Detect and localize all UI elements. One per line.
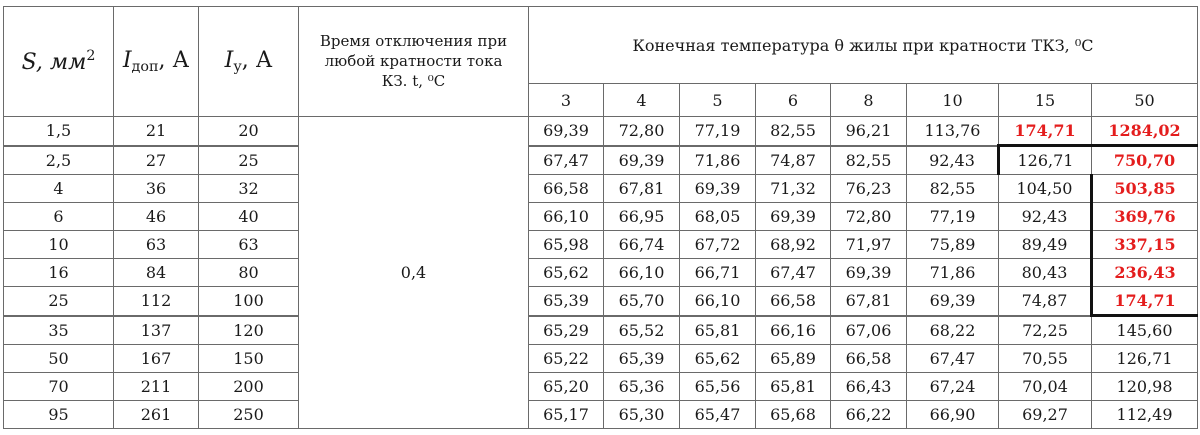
cell-temperature: 65,20 — [529, 373, 604, 401]
cell-temperature: 66,22 — [831, 401, 907, 429]
idop-unit: , А — [158, 48, 190, 73]
cell-temperature: 65,81 — [756, 373, 831, 401]
cell-setting-current: 150 — [199, 345, 299, 373]
cell-temperature: 750,70 — [1092, 146, 1198, 175]
cell-allowed-current: 27 — [114, 146, 199, 175]
cell-temperature: 503,85 — [1092, 175, 1198, 203]
table-row — [4, 401, 1198, 429]
cell-allowed-current: 63 — [114, 231, 199, 259]
cell-allowed-current: 167 — [114, 345, 199, 373]
cell-temperature: 69,39 — [831, 259, 907, 287]
cell-cross-section: 1,5 — [4, 117, 114, 146]
cell-temperature: 66,74 — [604, 231, 680, 259]
header-multiple-cell: 50 — [1092, 84, 1198, 117]
cell-temperature: 66,58 — [529, 175, 604, 203]
cell-cross-section: 2,5 — [4, 146, 114, 175]
cell-temperature: 82,55 — [756, 117, 831, 146]
cell-temperature: 80,43 — [999, 259, 1092, 287]
cell-temperature: 67,72 — [680, 231, 756, 259]
cell-allowed-current: 21 — [114, 117, 199, 146]
cell-temperature: 65,81 — [680, 316, 756, 345]
table-row — [4, 259, 1198, 287]
header-multiple-cell: 8 — [831, 84, 907, 117]
cell-temperature: 67,24 — [907, 373, 999, 401]
cell-temperature: 65,30 — [604, 401, 680, 429]
cell-allowed-current: 137 — [114, 316, 199, 345]
cell-temperature: 65,56 — [680, 373, 756, 401]
cell-temperature: 71,86 — [907, 259, 999, 287]
cell-temperature: 69,39 — [680, 175, 756, 203]
cell-cross-section: 25 — [4, 287, 114, 316]
cell-temperature: 69,27 — [999, 401, 1092, 429]
cell-temperature: 69,39 — [529, 117, 604, 146]
cell-temperature: 65,29 — [529, 316, 604, 345]
cell-temperature: 65,39 — [604, 345, 680, 373]
table-row — [4, 231, 1198, 259]
table-row — [4, 287, 1198, 316]
cell-temperature: 337,15 — [1092, 231, 1198, 259]
cell-temperature: 65,47 — [680, 401, 756, 429]
cell-temperature: 72,80 — [604, 117, 680, 146]
cell-temperature: 77,19 — [907, 203, 999, 231]
cell-temperature: 68,05 — [680, 203, 756, 231]
cell-temperature: 82,55 — [831, 146, 907, 175]
cell-temperature: 75,89 — [907, 231, 999, 259]
cell-temperature: 113,76 — [907, 117, 999, 146]
cell-temperature: 70,04 — [999, 373, 1092, 401]
cell-temperature: 1284,02 — [1092, 117, 1198, 146]
header-multiple-cell: 6 — [756, 84, 831, 117]
iy-symbol: I — [224, 48, 234, 73]
data-table — [3, 6, 1198, 429]
table-body — [4, 117, 1198, 429]
cell-temperature: 68,22 — [907, 316, 999, 345]
cell-temperature: 66,43 — [831, 373, 907, 401]
cell-temperature: 72,80 — [831, 203, 907, 231]
cell-temperature: 66,10 — [680, 287, 756, 316]
s-symbol: S, мм — [21, 50, 87, 75]
cell-temperature: 67,47 — [529, 146, 604, 175]
header-trip-time: Время отключения при любой кратности тока КЗ. t, ⁰С — [299, 7, 529, 117]
cell-temperature: 96,21 — [831, 117, 907, 146]
header-setting-current — [199, 7, 299, 117]
cell-setting-current: 200 — [199, 373, 299, 401]
cell-temperature: 66,58 — [756, 287, 831, 316]
cell-cross-section: 70 — [4, 373, 114, 401]
cell-temperature: 65,89 — [756, 345, 831, 373]
cell-temperature: 66,10 — [604, 259, 680, 287]
cell-temperature: 65,39 — [529, 287, 604, 316]
cell-temperature: 236,43 — [1092, 259, 1198, 287]
cell-temperature: 67,81 — [604, 175, 680, 203]
cell-setting-current: 32 — [199, 175, 299, 203]
cell-temperature: 71,97 — [831, 231, 907, 259]
cell-temperature: 82,55 — [907, 175, 999, 203]
cell-temperature: 66,90 — [907, 401, 999, 429]
cell-allowed-current: 36 — [114, 175, 199, 203]
header-multiple-cell: 3 — [529, 84, 604, 117]
header-multiple-cell: 15 — [999, 84, 1092, 117]
cell-setting-current: 250 — [199, 401, 299, 429]
cell-temperature: 72,25 — [999, 316, 1092, 345]
cell-temperature: 66,71 — [680, 259, 756, 287]
idop-symbol: I — [122, 48, 132, 73]
cell-temperature: 92,43 — [999, 203, 1092, 231]
cell-temperature: 77,19 — [680, 117, 756, 146]
cell-allowed-current: 261 — [114, 401, 199, 429]
cell-temperature: 174,71 — [1092, 287, 1198, 316]
cell-temperature: 65,98 — [529, 231, 604, 259]
cell-temperature: 174,71 — [999, 117, 1092, 146]
table-row — [4, 316, 1198, 345]
cell-trip-time: 0,4 — [299, 117, 529, 429]
cell-temperature: 145,60 — [1092, 316, 1198, 345]
cell-temperature: 67,06 — [831, 316, 907, 345]
header-multiple-cell: 4 — [604, 84, 680, 117]
header-multiple-cell: 5 — [680, 84, 756, 117]
cell-allowed-current: 46 — [114, 203, 199, 231]
cell-temperature: 120,98 — [1092, 373, 1198, 401]
cell-temperature: 69,39 — [907, 287, 999, 316]
cell-temperature: 126,71 — [999, 146, 1092, 175]
cell-setting-current: 20 — [199, 117, 299, 146]
cell-temperature: 65,62 — [529, 259, 604, 287]
cell-temperature: 74,87 — [756, 146, 831, 175]
header-final-temperature: Конечная температура θ жилы при кратности ТКЗ, ⁰С — [529, 7, 1198, 84]
header-allowed-current — [114, 7, 199, 117]
table-row — [4, 345, 1198, 373]
cell-cross-section: 95 — [4, 401, 114, 429]
cell-temperature: 126,71 — [1092, 345, 1198, 373]
cell-allowed-current: 211 — [114, 373, 199, 401]
cell-setting-current: 25 — [199, 146, 299, 175]
iy-subscript: у — [233, 59, 242, 75]
cell-temperature: 104,50 — [999, 175, 1092, 203]
cell-cross-section: 35 — [4, 316, 114, 345]
cell-temperature: 70,55 — [999, 345, 1092, 373]
cell-setting-current: 40 — [199, 203, 299, 231]
table-row — [4, 117, 1198, 146]
cell-temperature: 66,10 — [529, 203, 604, 231]
cell-temperature: 65,70 — [604, 287, 680, 316]
cell-temperature: 74,87 — [999, 287, 1092, 316]
cell-temperature: 89,49 — [999, 231, 1092, 259]
cell-temperature: 65,62 — [680, 345, 756, 373]
cell-temperature: 92,43 — [907, 146, 999, 175]
header-cross-section — [4, 7, 114, 117]
iy-unit: , А — [241, 48, 273, 73]
cell-cross-section: 10 — [4, 231, 114, 259]
cell-temperature: 66,16 — [756, 316, 831, 345]
cell-temperature: 67,47 — [907, 345, 999, 373]
cell-temperature: 71,32 — [756, 175, 831, 203]
cell-temperature: 69,39 — [604, 146, 680, 175]
cell-setting-current: 80 — [199, 259, 299, 287]
cell-temperature: 76,23 — [831, 175, 907, 203]
cell-temperature: 67,47 — [756, 259, 831, 287]
cell-temperature: 69,39 — [756, 203, 831, 231]
table-row — [4, 373, 1198, 401]
cell-cross-section: 50 — [4, 345, 114, 373]
header-multiple-cell: 10 — [907, 84, 999, 117]
cell-temperature: 112,49 — [1092, 401, 1198, 429]
cell-temperature: 369,76 — [1092, 203, 1198, 231]
cell-temperature: 65,22 — [529, 345, 604, 373]
cell-temperature: 65,17 — [529, 401, 604, 429]
cell-setting-current: 100 — [199, 287, 299, 316]
cell-temperature: 65,52 — [604, 316, 680, 345]
table-row — [4, 175, 1198, 203]
cell-temperature: 65,68 — [756, 401, 831, 429]
cell-temperature: 71,86 — [680, 146, 756, 175]
cell-cross-section: 4 — [4, 175, 114, 203]
table-row — [4, 203, 1198, 231]
cell-temperature: 66,95 — [604, 203, 680, 231]
cell-temperature: 65,36 — [604, 373, 680, 401]
cell-setting-current: 120 — [199, 316, 299, 345]
table-row — [4, 146, 1198, 175]
cell-cross-section: 16 — [4, 259, 114, 287]
cell-cross-section: 6 — [4, 203, 114, 231]
cell-temperature: 67,81 — [831, 287, 907, 316]
cell-temperature: 66,58 — [831, 345, 907, 373]
cell-allowed-current: 84 — [114, 259, 199, 287]
idop-subscript: доп — [131, 59, 159, 75]
cell-setting-current: 63 — [199, 231, 299, 259]
cell-allowed-current: 112 — [114, 287, 199, 316]
cell-temperature: 68,92 — [756, 231, 831, 259]
s-superscript: 2 — [86, 48, 96, 64]
